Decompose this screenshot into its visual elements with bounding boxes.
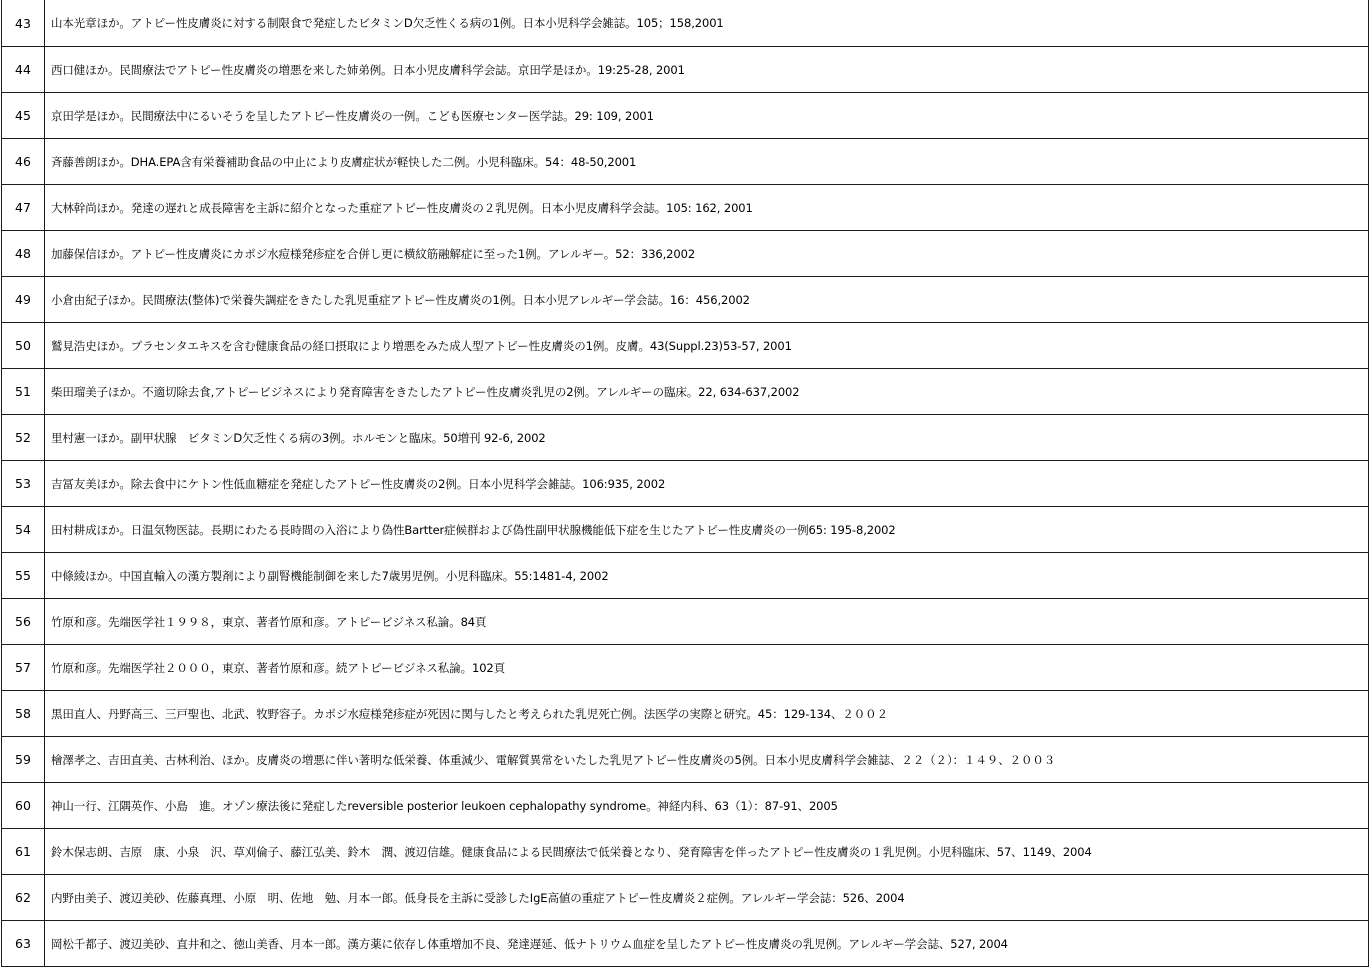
- reference-text: 里村憲一ほか。副甲状腺 ビタミンD欠乏性くる病の3例。ホルモンと臨床。50増刊 92-6, 2002: [45, 415, 1369, 461]
- reference-number: 51: [2, 369, 45, 415]
- reference-number: 50: [2, 323, 45, 369]
- reference-text: 加藤保信ほか。アトピー性皮膚炎にカポジ水痘様発疹症を合併し更に横紋筋融解症に至った1例。アレルギー。52：336,2002: [45, 231, 1369, 277]
- reference-number: 55: [2, 553, 45, 599]
- table-row: [2, 645, 1369, 691]
- table-row: [2, 0, 1369, 47]
- table-row: [2, 93, 1369, 139]
- table-row: [2, 783, 1369, 829]
- reference-number: 52: [2, 415, 45, 461]
- reference-text: 鈴木保志朗、吉原 康、小泉 沢、草刈倫子、藤江弘美、鈴木 潤、渡辺信雄。健康食品による民間療法で低栄養となり、発育障害を伴ったアトピー性皮膚炎の１乳児例。小児科臨床、57、1149、2004: [45, 829, 1369, 875]
- reference-text: 小倉由紀子ほか。民間療法(整体)で栄養失調症をきたした乳児重症アトピー性皮膚炎の1例。日本小児アレルギー学会誌。16：456,2002: [45, 277, 1369, 323]
- reference-text: 鷲見浩史ほか。プラセンタエキスを含む健康食品の経口摂取により増悪をみた成人型アトピー性皮膚炎の1例。皮膚。43(Suppl.23)53-57, 2001: [45, 323, 1369, 369]
- table-row: [2, 737, 1369, 783]
- reference-table-body: [2, 0, 1369, 967]
- reference-text: 田村耕成ほか。日温気物医誌。長期にわたる長時間の入浴により偽性Bartter症候群および偽性副甲状腺機能低下症を生じたアトピー性皮膚炎の一例65: 195-8,2002: [45, 507, 1369, 553]
- reference-number: 49: [2, 277, 45, 323]
- reference-number: 48: [2, 231, 45, 277]
- table-row: [2, 875, 1369, 921]
- reference-number: 43: [2, 0, 45, 47]
- table-row: [2, 47, 1369, 93]
- table-row: [2, 415, 1369, 461]
- table-row: [2, 277, 1369, 323]
- reference-number: 57: [2, 645, 45, 691]
- table-row: [2, 323, 1369, 369]
- reference-number: 59: [2, 737, 45, 783]
- reference-number: 63: [2, 921, 45, 967]
- table-row: [2, 461, 1369, 507]
- table-row: [2, 139, 1369, 185]
- reference-text: 西口健ほか。民間療法でアトピー性皮膚炎の増悪を来した姉弟例。日本小児皮膚科学会誌。京田学是ほか。19:25-28, 2001: [45, 47, 1369, 93]
- table-row: [2, 829, 1369, 875]
- reference-text: 黒田直人、丹野高三、三戸聖也、北武、牧野容子。カポジ水痘様発疹症が死因に関与したと考えられた乳児死亡例。法医学の実際と研究。45：129-134、２００２: [45, 691, 1369, 737]
- reference-number: 56: [2, 599, 45, 645]
- reference-table: [1, 0, 1369, 967]
- reference-number: 60: [2, 783, 45, 829]
- reference-number: 61: [2, 829, 45, 875]
- reference-text: 竹原和彦。先端医学社１９９８，東京、著者竹原和彦。アトピービジネス私論。84頁: [45, 599, 1369, 645]
- table-row: [2, 507, 1369, 553]
- reference-number: 45: [2, 93, 45, 139]
- reference-text: 吉冨友美ほか。除去食中にケトン性低血糖症を発症したアトピー性皮膚炎の2例。日本小児科学会雑誌。106:935, 2002: [45, 461, 1369, 507]
- table-row: [2, 691, 1369, 737]
- reference-text: 大林幹尚ほか。発達の遅れと成長障害を主訴に紹介となった重症アトピー性皮膚炎の２乳児例。日本小児皮膚科学会誌。105: 162, 2001: [45, 185, 1369, 231]
- reference-number: 47: [2, 185, 45, 231]
- reference-text: 檜澤孝之、吉田直美、古林利治、ほか。皮膚炎の増悪に伴い著明な低栄養、体重減少、電解質異常をいたした乳児アトピー性皮膚炎の5例。日本小児皮膚科学会雑誌、２２（２）：１４９、２００３: [45, 737, 1369, 783]
- reference-number: 58: [2, 691, 45, 737]
- reference-number: 62: [2, 875, 45, 921]
- reference-number: 54: [2, 507, 45, 553]
- table-row: [2, 185, 1369, 231]
- reference-number: 53: [2, 461, 45, 507]
- reference-text: 岡松千都子、渡辺美砂、直井和之、徳山美香、月本一郎。漢方薬に依存し体重増加不良、発達遅延、低ナトリウム血症を呈したアトピー性皮膚炎の乳児例。アレルギー学会誌、527, 2004: [45, 921, 1369, 967]
- table-row: [2, 231, 1369, 277]
- reference-text: 内野由美子、渡辺美砂、佐藤真理、小原 明、佐地 勉、月本一郎。低身長を主訴に受診したIgE高値の重症アトピー性皮膚炎２症例。アレルギー学会誌：526、2004: [45, 875, 1369, 921]
- reference-text: 山本光章ほか。アトピー性皮膚炎に対する制限食で発症したビタミンD欠乏性くる病の1例。日本小児科学会雑誌。105；158,2001: [45, 0, 1369, 47]
- reference-text: 竹原和彦。先端医学社２０００，東京、著者竹原和彦。続アトピービジネス私論。102頁: [45, 645, 1369, 691]
- reference-text: 中條綾ほか。中国直輸入の漢方製剤により副腎機能制御を来した7歳男児例。小児科臨床。55:1481-4, 2002: [45, 553, 1369, 599]
- table-row: [2, 921, 1369, 967]
- reference-text: 斉藤善朗ほか。DHA.EPA含有栄養補助食品の中止により皮膚症状が軽快した二例。小児科臨床。54：48-50,2001: [45, 139, 1369, 185]
- reference-number: 46: [2, 139, 45, 185]
- table-row: [2, 599, 1369, 645]
- table-row: [2, 553, 1369, 599]
- reference-text: 柴田瑠美子ほか。不適切除去食,アトピービジネスにより発育障害をきたしたアトピー性皮膚炎乳児の2例。アレルギーの臨床。22, 634-637,2002: [45, 369, 1369, 415]
- reference-number: 44: [2, 47, 45, 93]
- reference-text: 神山一行、江隅英作、小島 進。オゾン療法後に発症したreversible posterior leukoen cephalopathy syndrome。神経内科、63（1）：87-91、2005: [45, 783, 1369, 829]
- table-row: [2, 369, 1369, 415]
- reference-text: 京田学是ほか。民間療法中にるいそうを呈したアトピー性皮膚炎の一例。こども医療センター医学誌。29: 109, 2001: [45, 93, 1369, 139]
